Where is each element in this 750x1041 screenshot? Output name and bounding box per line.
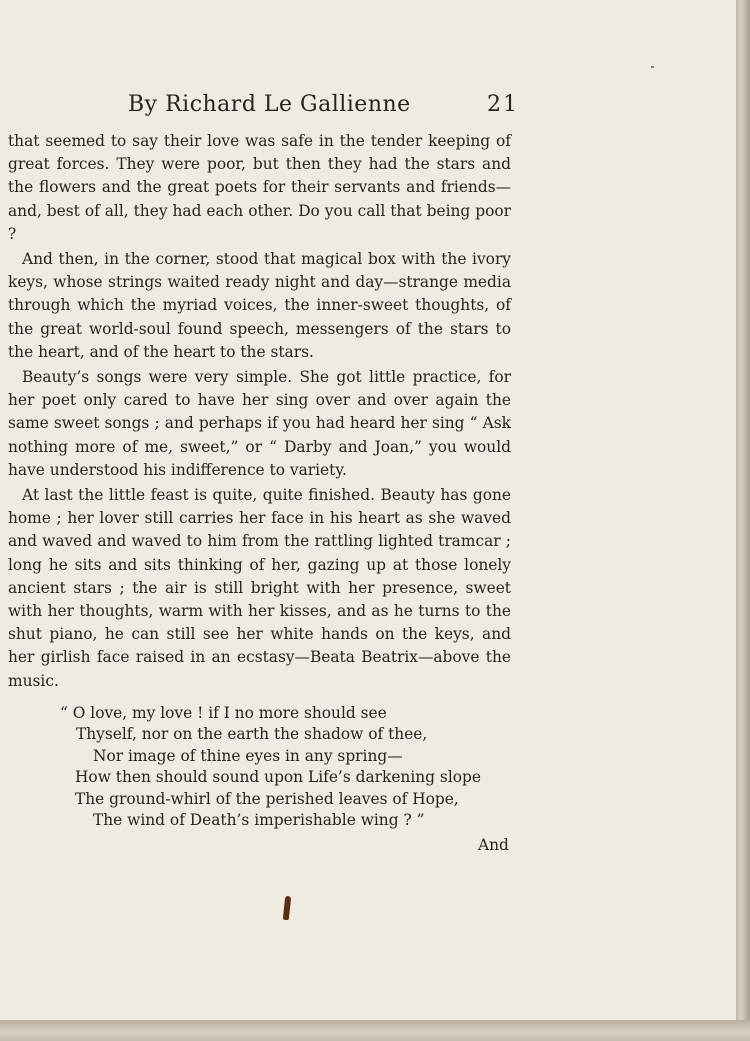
poem-line: The wind of Death’s imperishable wing ? ” bbox=[93, 811, 425, 830]
poem-line: Nor image of thine eyes in any spring— bbox=[93, 746, 403, 765]
poem-line: Thyself, nor on the earth the shadow of thee, bbox=[76, 725, 428, 744]
page-edge-bottom bbox=[0, 1020, 750, 1041]
page-edge-right bbox=[736, 0, 750, 1041]
poem-line: How then should sound upon Life’s darkening slope bbox=[75, 768, 481, 787]
paragraph-continuation: that seemed to say their love was safe in the tender keeping of great forces. They were poor, but then they had the stars and the flowers and the great poets for their servants and friends—and, best of all, they had each other. Do you call that being poor ? bbox=[8, 132, 511, 243]
paragraph-feast-finished: At last the little feast is quite, quite finished. Beauty has gone home ; her lover still carries her face in his heart as she waved and waved and waved to him from the rattling lighted tramcar ; long he sits and sits thinking of her, gazing up at those lonely ancient stars ; the air is still bright with her presence, sweet with her thoughts, warm with her kisses, and as he turns to the shut piano, he can still see her white hands on the keys, and her girlish face raised in an ecstasy—Beata Beatrix—above the music. bbox=[8, 486, 511, 690]
paragraph-magical-box: And then, in the corner, stood that magical box with the ivory keys, whose strings waited ready night and day—strange media through which the myriad voices, the inner-sweet thoughts, of the great world-soul found speech, messengers of the stars to the heart, and of the heart to the stars. bbox=[8, 250, 511, 361]
paper-speck bbox=[651, 66, 654, 68]
poem-line: The ground-whirl of the perished leaves of Hope, bbox=[75, 789, 459, 808]
poem-quotation bbox=[60, 703, 500, 831]
prose-body bbox=[8, 130, 511, 695]
poem-line: “ O love, my love ! if I no more should see bbox=[60, 704, 387, 722]
page-number: 21 bbox=[487, 92, 519, 117]
ink-stain-mark bbox=[283, 896, 291, 920]
paragraph-beauty-songs: Beauty’s songs were very simple. She got little practice, for her poet only cared to have her sing over and over again the same sweet songs ; and perhaps if you had heard her sing “ Ask nothing more of me, sweet,” or “ Darby and Joan,” you would have understood his indifference to variety. bbox=[8, 368, 511, 479]
running-title: By Richard Le Gallienne bbox=[128, 92, 411, 117]
catchword: And bbox=[478, 836, 509, 854]
